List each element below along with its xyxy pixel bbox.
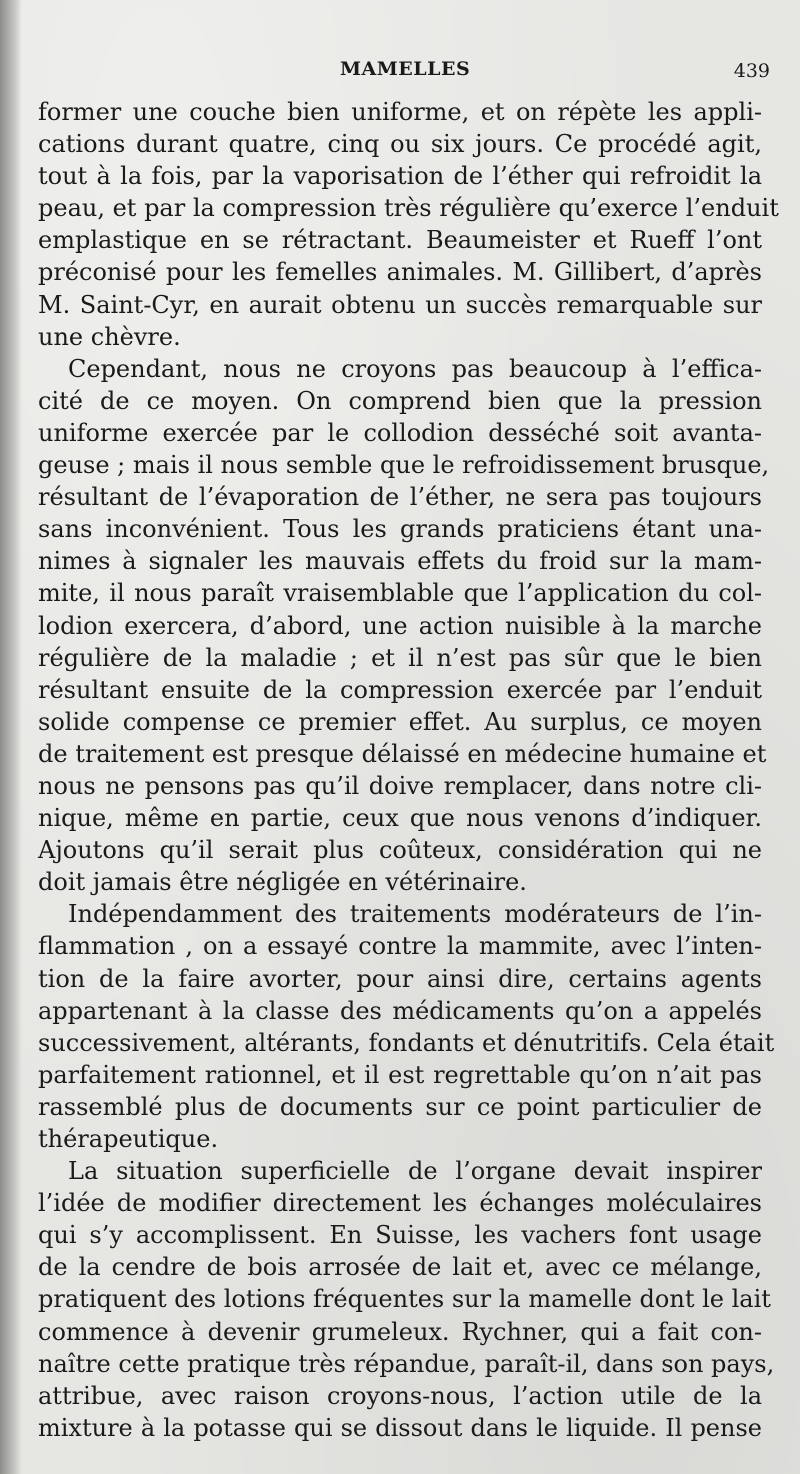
text-line: naître cette pratique très répandue, paraît-il, dans son pays,	[38, 1349, 775, 1378]
text-line: de traitement est presque délaissé en médecine humaine et	[38, 739, 767, 768]
text-line: nous ne pensons pas qu’il doive remplacer, dans notre cli-	[38, 771, 762, 800]
text-line: uniforme exercée par le collodion desséché soit avanta-	[38, 418, 762, 447]
text-line: tout à la fois, par la vaporisation de l’éther qui refroidit la	[38, 162, 762, 191]
text-line: La situation superficielle de l’organe devait inspirer	[68, 1157, 762, 1186]
text-line: sans inconvénient. Tous les grands praticiens étant una-	[38, 515, 762, 544]
text-line: pratiquent des lotions fréquentes sur la mamelle dont le lait	[38, 1285, 771, 1314]
text-line: nimes à signaler les mauvais effets du froid sur la mam-	[38, 547, 762, 576]
text-line: cations durant quatre, cinq ou six jours. Ce procédé agit,	[38, 130, 762, 159]
text-line: doit jamais être négligée en vétérinaire.	[38, 868, 527, 897]
page-gutter-shadow	[0, 0, 22, 1474]
text-line: nique, même en partie, ceux que nous venons d’indiquer.	[38, 804, 762, 833]
text-line: qui s’y accomplissent. En Suisse, les vachers font usage	[38, 1221, 762, 1250]
text-line: régulière de la maladie ; et il n’est pas sûr que le bien	[38, 643, 762, 672]
text-line: appartenant à la classe des médicaments qu’on a appelés	[38, 996, 762, 1025]
text-line: Ajoutons qu’il serait plus coûteux, considération qui ne	[38, 836, 762, 865]
text-line: parfaitement rationnel, et il est regrettable qu’on n’ait pas	[38, 1060, 762, 1089]
body-text	[38, 96, 779, 1444]
text-line: résultant ensuite de la compression exercée par l’enduit	[38, 675, 762, 704]
text-line: résultant de l’évaporation de l’éther, ne sera pas toujours	[38, 483, 762, 512]
page-number: 439	[733, 60, 770, 82]
text-line: flammation , on a essayé contre la mammite, avec l’inten-	[38, 932, 762, 961]
text-line: Cependant, nous ne croyons pas beaucoup à l’effica-	[68, 354, 762, 383]
text-line: geuse ; mais il nous semble que le refroidissement brusque,	[38, 451, 770, 480]
text-line: l’idée de modifier directement les échanges moléculaires	[38, 1189, 762, 1218]
text-line: de la cendre de bois arrosée de lait et, avec ce mélange,	[38, 1253, 762, 1282]
text-line: emplastique en se rétractant. Beaumeister et Rueff l’ont	[38, 226, 762, 255]
text-line: peau, et par la compression très régulière qu’exerce l’enduit	[38, 194, 779, 223]
text-line: lodion exercera, d’abord, une action nuisible à la marche	[38, 611, 762, 640]
text-line: solide compense ce premier effet. Au surplus, ce moyen	[38, 707, 762, 736]
text-line: préconisé pour les femelles animales. M. Gillibert, d’après	[38, 258, 762, 287]
text-line: mixture à la potasse qui se dissout dans le liquide. Il pense	[38, 1413, 762, 1442]
text-line: successivement, altérants, fondants et dénutritifs. Cela était	[38, 1028, 775, 1057]
text-line: une chèvre.	[38, 322, 181, 351]
text-line: thérapeutique.	[38, 1125, 219, 1153]
text-line: attribue, avec raison croyons-nous, l’action utile de la	[38, 1381, 762, 1410]
text-line: mite, il nous paraît vraisemblable que l’application du col-	[38, 579, 762, 608]
text-line: cité de ce moyen. On comprend bien que la pression	[38, 386, 762, 415]
page-header	[40, 58, 770, 88]
text-line: commence à devenir grumeleux. Rychner, qui a fait con-	[38, 1317, 762, 1346]
text-line: former une couche bien uniforme, et on répète les appli-	[38, 98, 762, 126]
running-title: MAMELLES	[340, 58, 471, 80]
text-line: tion de la faire avorter, pour ainsi dire, certains agents	[38, 964, 762, 993]
text-line: Indépendamment des traitements modérateurs de l’in-	[68, 900, 762, 929]
text-line: M. Saint-Cyr, en aurait obtenu un succès remarquable sur	[38, 290, 762, 319]
text-line: rassemblé plus de documents sur ce point particulier de	[38, 1092, 762, 1121]
